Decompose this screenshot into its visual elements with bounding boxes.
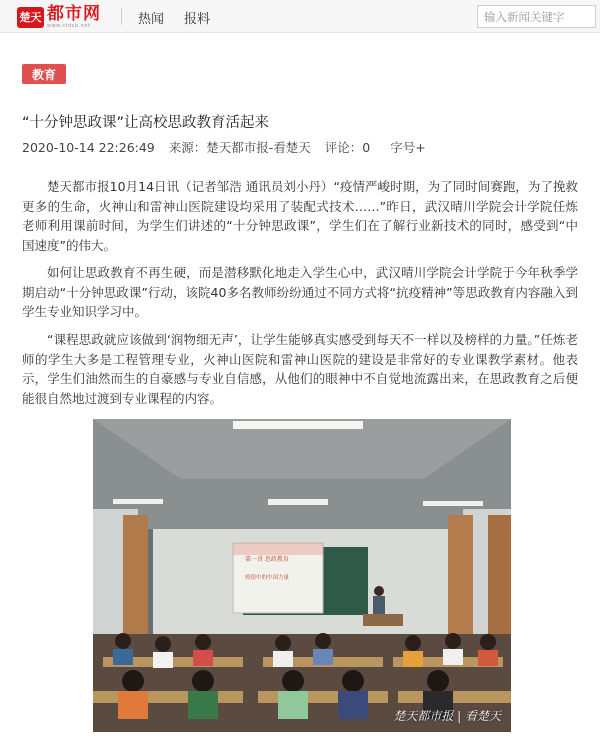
- article-paragraph: “课程思政就应该做到‘润物细无声’，让学生能够真实感受到每天不一样以及榜样的力量。”任炼老师的学生大多是工程管理专业，火神山医院和雷神山医院的建设是非常好的专业课教学素材。他表示，学生们油然而生的自豪感与专业自信感，从他们的眼神中不自觉地流露出来，在思政教育之后便能很自然地过渡到专业课程的内容。: [22, 332, 578, 406]
- article-paragraph: 楚天都市报10月14日讯（记者邹浩 通讯员刘小丹）“疫情严峻时期，为了同时间赛跑，为了挽救更多的生命，火神山和雷神山医院建设均采用了装配式技术……”昨日，武汉晴川学院会计学院任炼老师利用课前时间，为学生们讲述的“十分钟思政课”，学生们在了解行业新技术的同时，感受到“中国速度”的伟大。: [22, 179, 578, 253]
- top-bar: [0, 0, 600, 33]
- category-badge[interactable]: 教育: [22, 64, 66, 84]
- article-source: 来源：楚天都市报-看楚天: [168, 140, 311, 155]
- logo-text: 都市网: [47, 3, 101, 24]
- publish-datetime: 2020-10-14 22:26:49: [22, 140, 155, 155]
- article-meta: [22, 138, 436, 156]
- classroom-photo: [93, 419, 511, 732]
- comment-count[interactable]: 评论：0: [324, 140, 371, 155]
- site-logo[interactable]: [17, 4, 101, 30]
- photo-watermark: 楚天都市报 | 看楚天: [393, 709, 501, 723]
- slide-subtitle: 疫情中的中国力量: [245, 575, 290, 581]
- article-paragraph: 如何让思政教育不再生硬，而是潜移默化地走入学生心中，武汉晴川学院会计学院于今年秋季学期启动“十分钟思政课”行动，该院40多名教师纷纷通过不同方式将“抗疫精神”等思政教育内容融入到学生专业知识学习中。: [22, 265, 578, 319]
- article-title: “十分钟思政课”让高校思政教育活起来: [22, 115, 270, 131]
- font-size-button[interactable]: 字号+: [390, 140, 426, 155]
- nav-hot-news[interactable]: 热闻: [138, 12, 165, 27]
- search-input[interactable]: [477, 5, 596, 28]
- nav-report[interactable]: 报料: [184, 12, 211, 27]
- slide-title: 第一讲 思政教育: [245, 556, 289, 563]
- logo-url: www.ctdsb.net: [47, 22, 91, 29]
- logo-badge: 楚天: [17, 7, 44, 28]
- nav-divider: [121, 8, 122, 25]
